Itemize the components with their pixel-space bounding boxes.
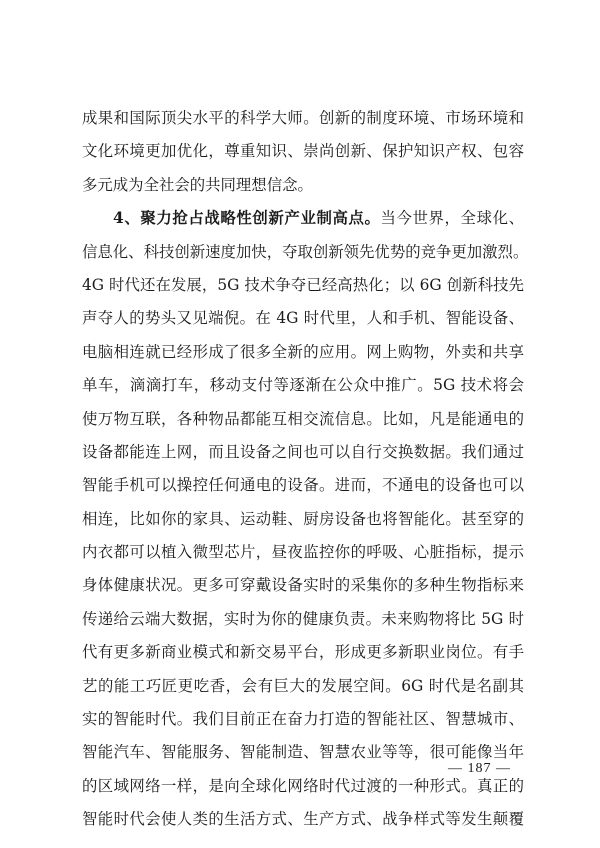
text-line: 实的智能时代。我们目前正在奋力打造的智能社区、智慧城市、 [82, 710, 524, 729]
section-heading: 4、聚力抢占战略性创新产业制高点。 [113, 209, 381, 228]
text-line: 内衣都可以植入微型芯片，昼夜监控你的呼吸、心脏指标，提示 [82, 543, 524, 562]
text-line: 成果和国际顶尖水平的科学大师。创新的制度环境、市场环境和 [82, 109, 524, 127]
text-line: 艺的能工巧匠更吃香，会有巨大的发展空间。6G 时代是名副其 [82, 676, 524, 695]
text-line: 声夺人的势头又见端倪。在 4G 时代里，人和手机、智能设备、 [82, 309, 524, 328]
text-line: 身体健康状况。更多可穿戴设备实时的采集你的多种生物指标来 [82, 576, 524, 595]
text-line: 文化环境更加优化，尊重知识、崇尚创新、保护知识产权、包容 [82, 142, 524, 161]
text-line: 智能手机可以操控任何通电的设备。进而，不通电的设备也可以 [82, 476, 524, 495]
page-number: — 187 — [448, 761, 511, 776]
text-line: 智能汽车、智能服务、智能制造、智慧农业等等，很可能像当年 [82, 743, 524, 762]
paragraph-1 [82, 102, 524, 202]
text-line: 4G 时代还在发展，5G 技术争夺已经高热化；以 6G 创新科技先 [82, 275, 524, 294]
text-line: 使万物互联，各种物品都能互相交流信息。比如，凡是能通电的 [82, 409, 524, 428]
text-line: 的区域网络一样，是向全球化网络时代过渡的一种形式。真正的 [82, 776, 524, 795]
heading-continuation: 当今世界，全球化、 [380, 209, 524, 228]
text-line: 单车，滴滴打车，移动支付等逐渐在公众中推广。5G 技术将会 [82, 376, 524, 395]
text-line: 电脑相连就已经形成了很多全新的应用。网上购物，外卖和共享 [82, 342, 524, 361]
text-line: 信息化、科技创新速度加快，夺取创新领先优势的竞争更加激烈。 [82, 242, 529, 261]
text-line: 传递给云端大数据，实时为你的健康负责。未来购物将比 5G 时 [82, 609, 524, 628]
text-line: 多元成为全社会的共同理想信念。 [82, 175, 313, 194]
text-line: 智能时代会使人类的生活方式、生产方式、战争样式等发生颠覆 [82, 810, 524, 829]
text-line: 设备都能连上网，而且设备之间也可以自行交换数据。我们通过 [82, 442, 524, 461]
paragraph-2 [82, 202, 529, 836]
text-line: 相连，比如你的家具、运动鞋、厨房设备也将智能化。甚至穿的 [82, 509, 524, 528]
body-text [82, 102, 529, 837]
text-line: 代有更多新商业模式和新交易平台，形成更多新职业岗位。有手 [82, 643, 524, 662]
paragraph-first-line [82, 202, 524, 235]
